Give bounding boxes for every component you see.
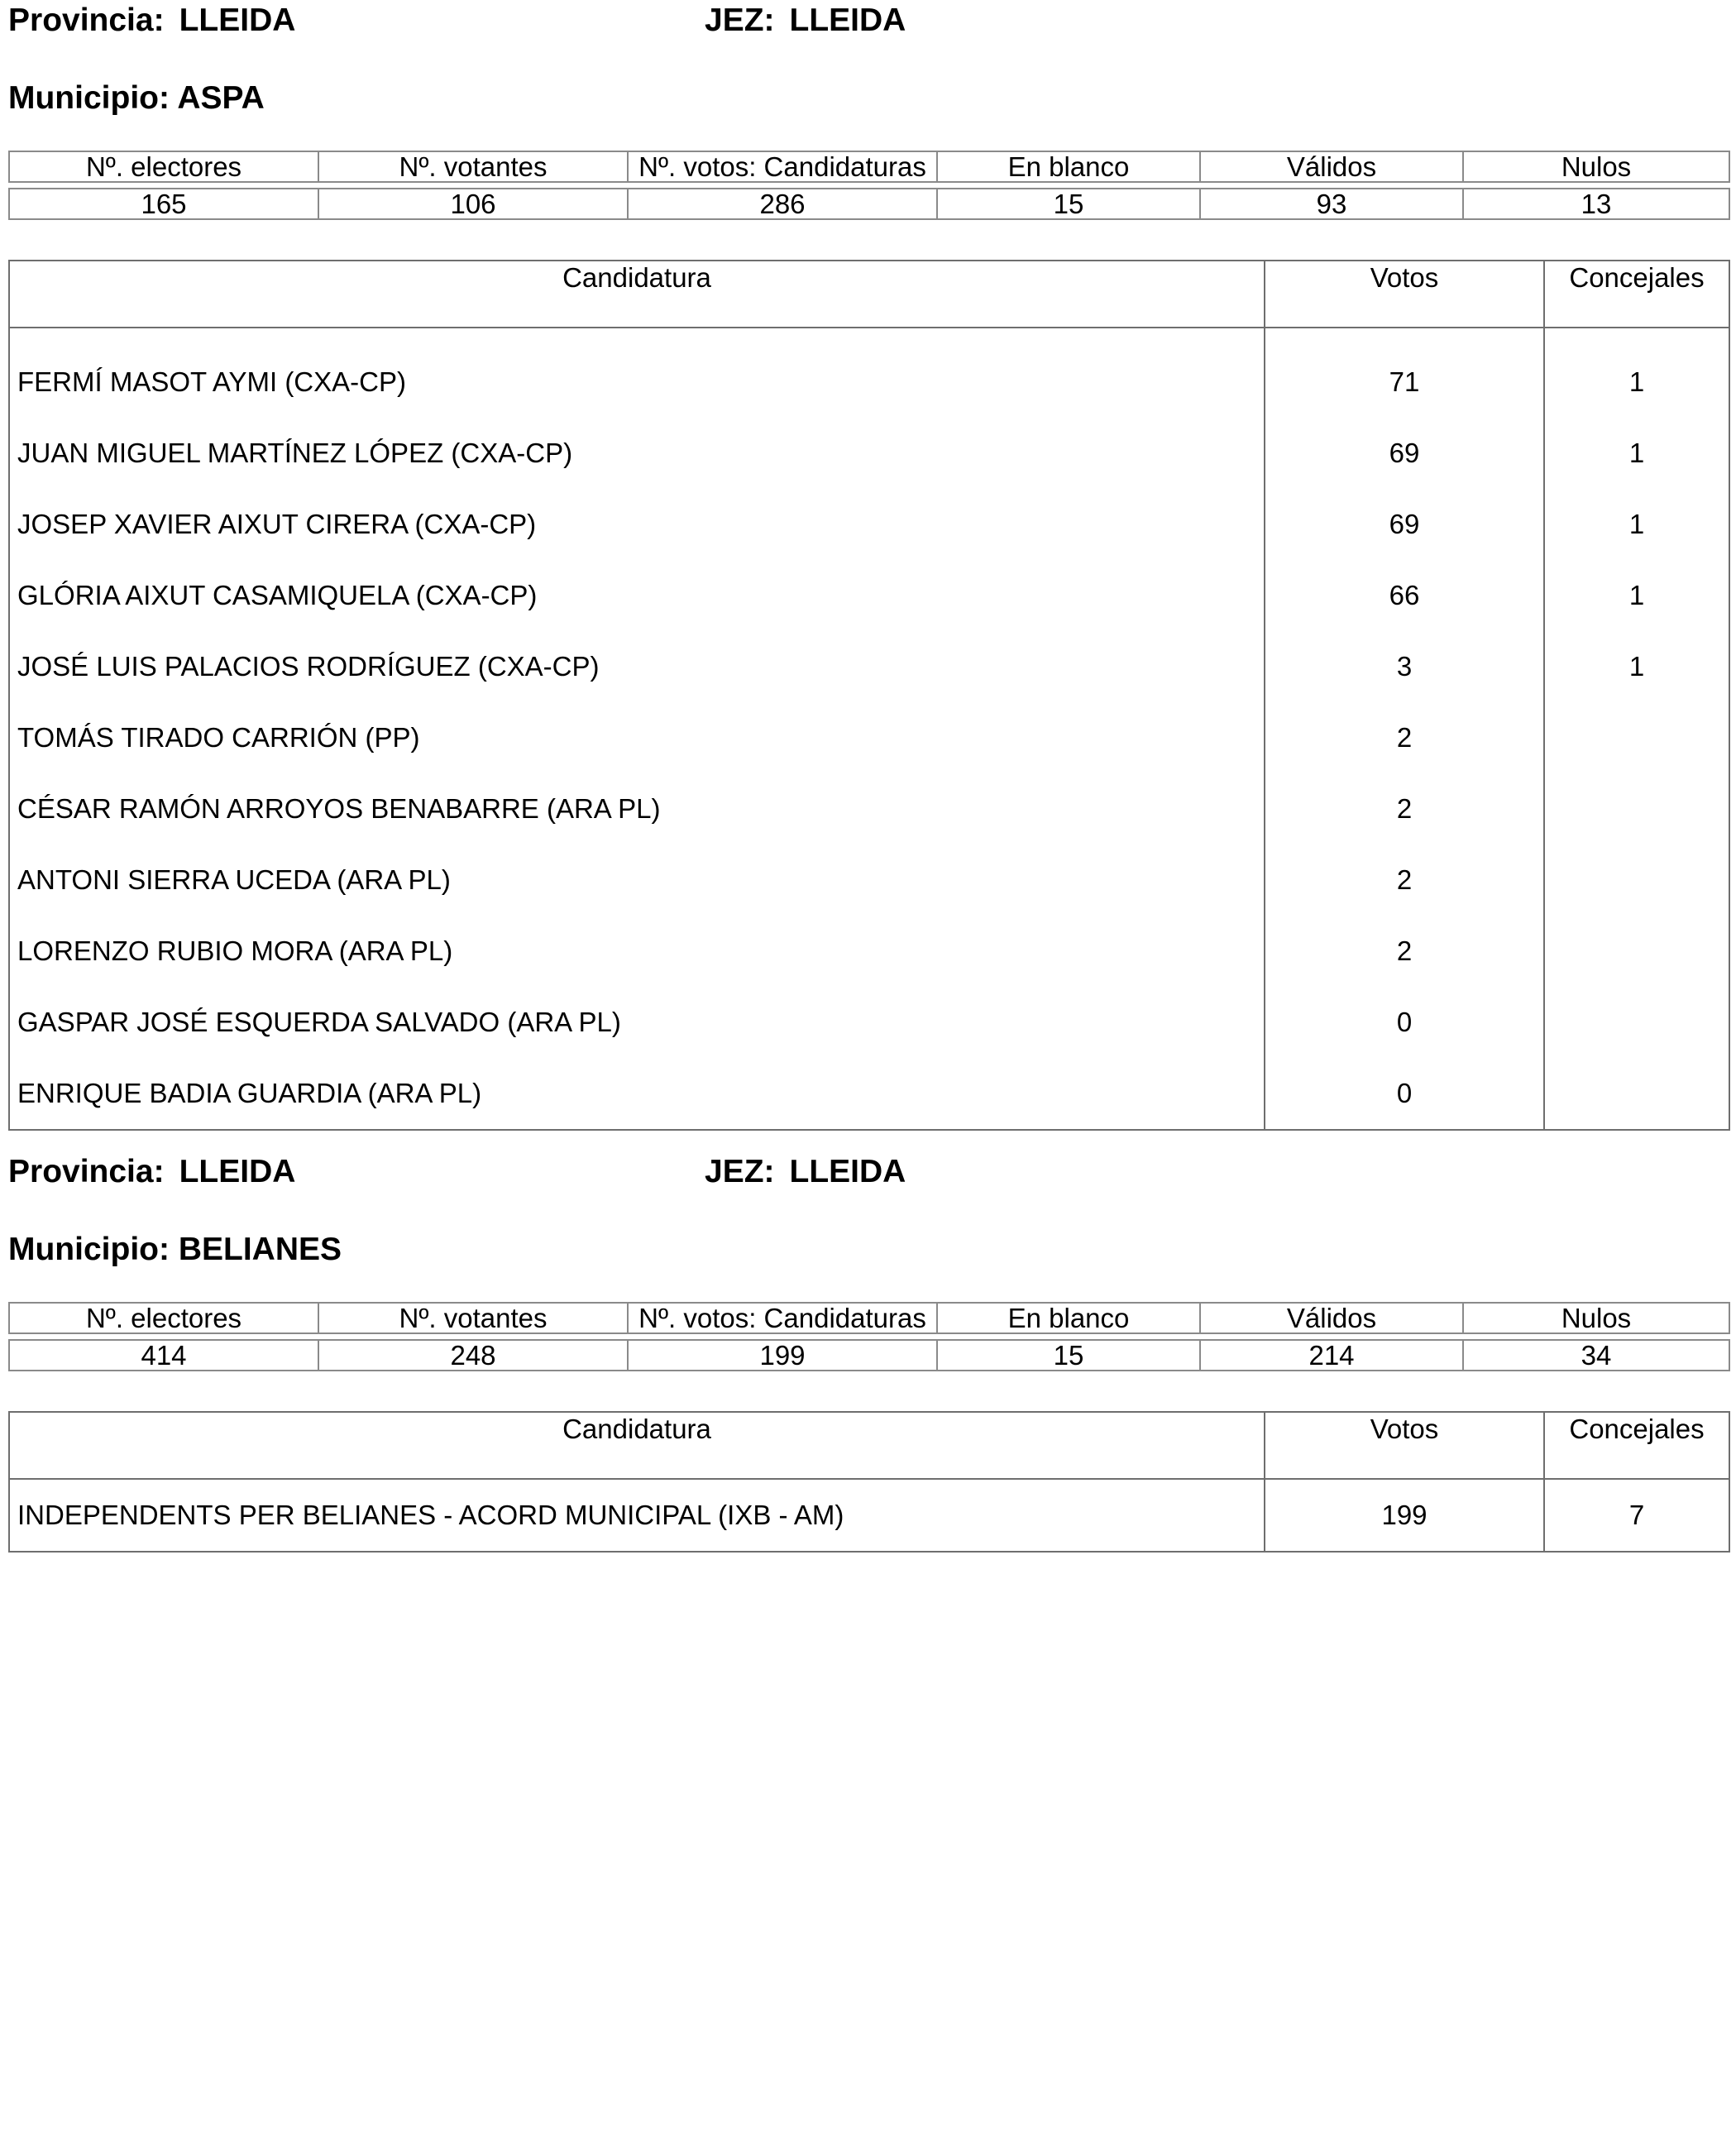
candidate-row: [9, 631, 1729, 702]
candidate-concejales: [1544, 987, 1729, 1058]
candidate-concejales: 1: [1628, 580, 1645, 610]
candidate-row: [9, 560, 1729, 631]
votos-header: Votos: [1265, 1412, 1544, 1479]
stats-value: 248: [318, 1340, 628, 1371]
candidate-concejales: [1544, 916, 1729, 987]
candidates-header-row: [9, 261, 1729, 328]
stats-value: 214: [1200, 1340, 1463, 1371]
provincia-label: Provincia:: [8, 1154, 165, 1189]
candidate-name: INDEPENDENTS PER BELIANES - ACORD MUNICIPAL (IXB - AM): [9, 1479, 1265, 1552]
stats-header: Nº. electores: [9, 151, 318, 182]
candidatura-header: Candidatura: [9, 1412, 1265, 1479]
candidate-votos: 2: [1265, 916, 1544, 987]
stats-value-row: [9, 1340, 1729, 1371]
stats-value: 93: [1200, 189, 1463, 219]
candidate-votos: 2: [1265, 773, 1544, 844]
candidate-name: JOSÉ LUIS PALACIOS RODRÍGUEZ (CXA-CP): [9, 631, 1265, 702]
municipio-value: ASPA: [177, 80, 265, 116]
stats-header-row: [9, 151, 1729, 182]
concejales-header: Concejales: [1544, 1412, 1729, 1479]
stats-header: Válidos: [1200, 151, 1463, 182]
candidate-concejales: [1544, 773, 1729, 844]
candidate-name: JUAN MIGUEL MARTÍNEZ LÓPEZ (CXA-CP): [9, 418, 1265, 489]
candidate-name: ENRIQUE BADIA GUARDIA (ARA PL): [9, 1058, 1265, 1130]
stats-header: Nº. votantes: [318, 1303, 628, 1333]
municipio-label: Municipio:: [8, 80, 170, 116]
stats-value: 15: [937, 189, 1200, 219]
stats-value: 165: [9, 189, 318, 219]
provincia-label: Provincia:: [8, 2, 165, 38]
candidate-votos: 66: [1265, 560, 1544, 631]
municipio-heading: [8, 79, 265, 117]
provincia-value: LLEIDA: [179, 2, 296, 38]
stats-header: Nº. votos: Candidaturas: [628, 151, 937, 182]
candidate-votos: 0: [1265, 1058, 1544, 1130]
stats-header: Nº. electores: [9, 1303, 318, 1333]
candidate-concejales: [1544, 702, 1729, 773]
stats-header-row: [9, 1303, 1729, 1333]
provincia-heading: [8, 2, 295, 40]
jez-heading: [705, 2, 906, 40]
candidate-concejales: 1: [1628, 651, 1645, 682]
candidate-votos: 69: [1265, 489, 1544, 560]
candidate-name: LORENZO RUBIO MORA (ARA PL): [9, 916, 1265, 987]
candidate-name: JOSEP XAVIER AIXUT CIRERA (CXA-CP): [9, 489, 1265, 560]
jez-value: LLEIDA: [789, 1154, 906, 1189]
municipio-label: Municipio:: [8, 1232, 170, 1267]
candidate-concejales: [1544, 1058, 1729, 1130]
stats-value: 15: [937, 1340, 1200, 1371]
candidate-row: [9, 489, 1729, 560]
candidate-name: FERMÍ MASOT AYMI (CXA-CP): [9, 328, 1265, 418]
candidate-row: [9, 328, 1729, 418]
stats-header: En blanco: [937, 151, 1200, 182]
candidate-votos: 199: [1265, 1479, 1544, 1552]
candidate-concejales: 1: [1628, 438, 1645, 468]
candidate-row: [9, 773, 1729, 844]
candidate-votos: 2: [1265, 844, 1544, 916]
candidate-votos: 0: [1265, 987, 1544, 1058]
jez-label: JEZ:: [705, 2, 775, 38]
candidate-row: [9, 702, 1729, 773]
stats-value: 286: [628, 189, 937, 219]
stats-header: Válidos: [1200, 1303, 1463, 1333]
candidate-name: ANTONI SIERRA UCEDA (ARA PL): [9, 844, 1265, 916]
stats-header: Nulos: [1463, 1303, 1729, 1333]
candidate-votos: 2: [1265, 702, 1544, 773]
municipio-value: BELIANES: [178, 1232, 342, 1267]
stats-table: [8, 151, 1730, 220]
stats-header: En blanco: [937, 1303, 1200, 1333]
municipio-heading: [8, 1231, 342, 1269]
stats-header: Nº. votos: Candidaturas: [628, 1303, 937, 1333]
candidate-row: [9, 418, 1729, 489]
candidatura-header: Candidatura: [9, 261, 1265, 328]
stats-value: 13: [1463, 189, 1729, 219]
candidate-row: [9, 916, 1729, 987]
stats-value: 106: [318, 189, 628, 219]
provincia-value: LLEIDA: [179, 1154, 296, 1189]
stats-header: Nulos: [1463, 151, 1729, 182]
provincia-heading: [8, 1153, 295, 1191]
candidate-row: [9, 1479, 1729, 1552]
candidate-row: [9, 1058, 1729, 1130]
candidates-header-row: [9, 1412, 1729, 1479]
candidate-votos: 71: [1265, 328, 1544, 418]
candidate-row: [9, 844, 1729, 916]
candidate-row: [9, 987, 1729, 1058]
candidate-name: CÉSAR RAMÓN ARROYOS BENABARRE (ARA PL): [9, 773, 1265, 844]
jez-value: LLEIDA: [789, 2, 906, 38]
candidate-votos: 69: [1265, 418, 1544, 489]
votos-header: Votos: [1265, 261, 1544, 328]
stats-value: 199: [628, 1340, 937, 1371]
concejales-header: Concejales: [1544, 261, 1729, 328]
stats-value: 414: [9, 1340, 318, 1371]
candidate-name: GASPAR JOSÉ ESQUERDA SALVADO (ARA PL): [9, 987, 1265, 1058]
candidate-concejales: 1: [1628, 509, 1645, 539]
candidate-concejales: [1544, 844, 1729, 916]
stats-value-row: [9, 189, 1729, 219]
candidates-table: [8, 1411, 1730, 1553]
stats-table: [8, 1302, 1730, 1371]
jez-heading: [705, 1153, 906, 1191]
candidate-name: GLÓRIA AIXUT CASAMIQUELA (CXA-CP): [9, 560, 1265, 631]
candidate-votos: 3: [1265, 631, 1544, 702]
candidate-concejales: 1: [1628, 366, 1645, 397]
candidate-concejales: 7: [1628, 1500, 1645, 1530]
stats-header: Nº. votantes: [318, 151, 628, 182]
jez-label: JEZ:: [705, 1154, 775, 1189]
candidates-table: [8, 260, 1730, 1131]
stats-value: 34: [1463, 1340, 1729, 1371]
candidate-name: TOMÁS TIRADO CARRIÓN (PP): [9, 702, 1265, 773]
